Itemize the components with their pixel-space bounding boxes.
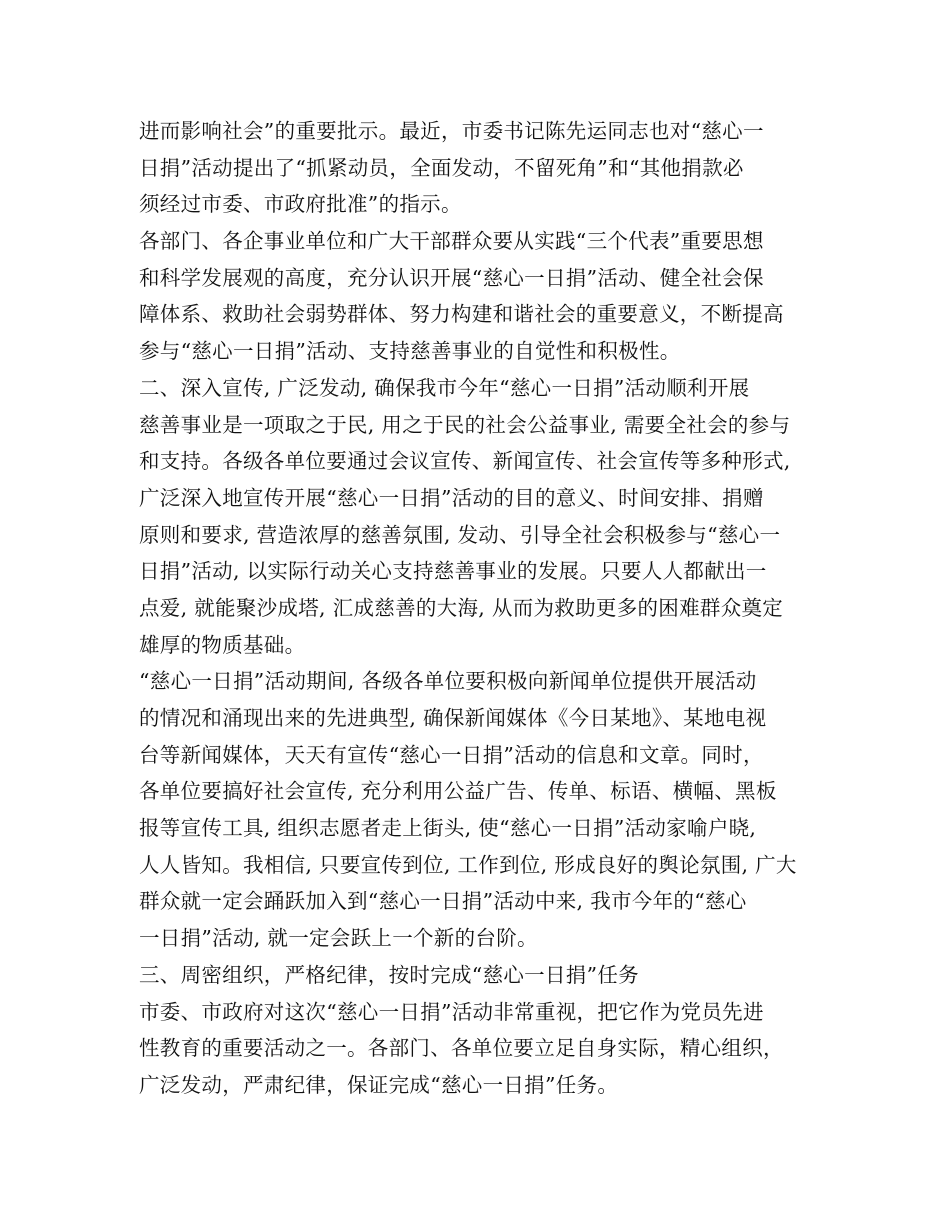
text-line: 市委、市政府对这次“慈心一日捐”活动非常重视，把它作为党员先进 <box>139 999 764 1024</box>
text-line: 人人皆知。我相信, 只要宣传到位, 工作到位, 形成良好的舆论氛围, 广大 <box>139 852 797 877</box>
text-line: 台等新闻媒体，天天有宣传“慈心一日捐”活动的信息和文章。同时， <box>139 742 764 767</box>
text-line: 慈善事业是一项取之于民, 用之于民的社会公益事业, 需要全社会的参与 <box>139 412 791 437</box>
text-line: 的情况和涌现出来的先进典型, 确保新闻媒体《今日某地》、某地电视 <box>139 706 767 730</box>
text-line: 参与“慈心一日捐”活动、支持慈善事业的自觉性和积极性。 <box>139 339 681 364</box>
text-line: 日捐”活动提出了“抓紧动员，全面发动，不留死角”和“其他捐款必 <box>139 155 744 180</box>
text-line: 广泛深入地宣传开展“慈心一日捐”活动的目的意义、时间安排、捐赠 <box>139 485 764 510</box>
text-line: 进而影响社会”的重要批示。最近，市委书记陈先运同志也对“慈心一 <box>139 119 764 143</box>
text-line: 广泛发动，严肃纪律，保证完成“慈心一日捐”任务。 <box>139 1072 619 1097</box>
text-line: 报等宣传工具, 组织志愿者走上街头, 使“慈心一日捐”活动家喻户晓, <box>139 816 757 841</box>
text-line: 须经过市委、市政府批准”的指示。 <box>139 192 462 217</box>
text-line: 日捐”活动, 以实际行动关心支持慈善事业的发展。只要人人都献出一 <box>139 559 767 584</box>
text-line: 和支持。各级各单位要通过会议宣传、新闻宣传、社会宣传等多种形式, <box>139 449 791 474</box>
text-line: 各部门、各企事业单位和广大干部群众要从实践“三个代表”重要思想 <box>139 229 764 254</box>
section-heading: 二、深入宣传, 广泛发动, 确保我市今年“慈心一日捐”活动顺利开展 <box>139 375 750 400</box>
text-line: 点爱, 就能聚沙成塔, 汇成慈善的大海, 从而为救助更多的困难群众奠定 <box>139 595 784 620</box>
text-line: 障体系、救助社会弱势群体、努力构建和谐社会的重要意义，不断提高 <box>139 302 784 327</box>
text-line: “慈心一日捐”活动期间, 各级各单位要积极向新闻单位提供开展活动 <box>139 669 757 694</box>
text-line: 一日捐”活动, 就一定会跃上一个新的台阶。 <box>139 926 538 951</box>
text-line: 和科学发展观的高度，充分认识开展“慈心一日捐”活动、健全社会保 <box>139 265 764 290</box>
text-line: 性教育的重要活动之一。各部门、各单位要立足自身实际，精心组织， <box>139 1036 784 1061</box>
document-body <box>139 113 829 1104</box>
text-line: 各单位要搞好社会宣传, 充分利用公益广告、传单、标语、横幅、黑板 <box>139 779 777 804</box>
text-line: 雄厚的物质基础。 <box>139 632 306 657</box>
section-heading: 三、周密组织，严格纪律，按时完成“慈心一日捐”任务 <box>139 962 639 987</box>
text-line: 原则和要求, 营造浓厚的慈善氛围, 发动、引导全社会积极参与“慈心一 <box>139 522 781 547</box>
text-line: 群众就一定会踊跃加入到“慈心一日捐”活动中来, 我市今年的“慈心 <box>139 889 747 914</box>
